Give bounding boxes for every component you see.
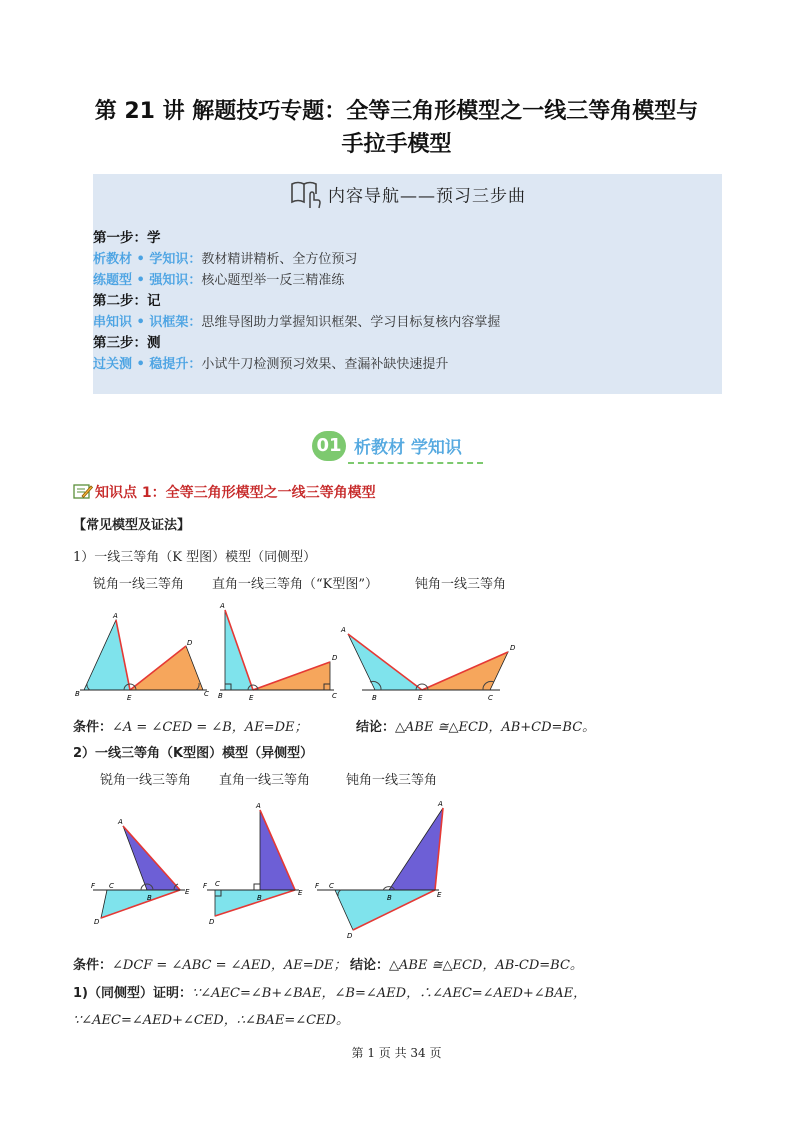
model2-caption-acute: 锐角一线三等角 [100,773,192,788]
svg-text:A: A [118,818,123,826]
svg-text:E: E [249,694,254,702]
svg-text:B: B [147,894,152,902]
svg-text:D: D [94,918,100,926]
svg-text:E: E [127,694,132,702]
fig1-acute-same-side [75,612,209,702]
section-underline [348,462,483,464]
model2-conclusion: 结论：△ABE ≅△ECD，AB-CD=BC。 [350,958,583,973]
svg-text:E: E [437,891,442,899]
fig2-right-same-side [218,602,338,702]
nav-item-4: 过关测 • 稳提升：小试牛刀检测预习效果、查漏补缺快速提升 [93,357,449,372]
model1-heading: 1）一线三等角（K 型图）模型（同侧型） [73,550,317,565]
model1-caption-obtuse: 钝角一线三等角 [415,577,507,592]
common-models-heading: 【常见模型及证法】 [73,518,191,533]
model1-conclusion: 结论：△ABE ≅△ECD，AB+CD=BC。 [356,720,596,735]
model2-caption-right: 直角一线三等角 [219,773,311,788]
svg-text:F: F [315,882,320,890]
proof-line1: 1)（同侧型）证明：∵∠AEC=∠B+∠BAE，∠B=∠AED，∴∠AEC=∠AED+∠BAE， [73,986,587,1001]
nav-step-3: 第三步：测 [93,335,161,351]
model2-heading: 2）一线三等角（K型图）模型（异侧型） [73,746,314,761]
book-hand-icon [289,178,323,210]
section-title: 析教材 学知识 [354,438,462,458]
svg-text:C: C [332,692,337,700]
svg-text:A: A [256,802,261,810]
svg-text:B: B [372,694,377,702]
model1-condition: 条件：∠A = ∠CED = ∠B，AE=DE； [73,720,308,735]
svg-text:A: A [341,626,346,634]
model1-caption-right: 直角一线三等角（“K型图”） [212,577,379,592]
nav-step-2: 第二步：记 [93,293,161,309]
svg-text:C: C [329,882,334,890]
svg-text:F: F [91,882,96,890]
svg-text:E: E [298,889,303,897]
content-nav-header [93,178,722,210]
svg-text:D: D [187,639,193,647]
fig5-right-opposite-side [203,802,303,926]
svg-text:C: C [204,690,209,698]
svg-text:A: A [113,612,118,620]
edit-note-icon [73,483,93,504]
svg-text:B: B [387,894,392,902]
model1-caption-acute: 锐角一线三等角 [93,577,185,592]
svg-text:B: B [75,690,80,698]
svg-text:A: A [220,602,225,610]
page-footer: 第 1 页 共 34 页 [351,1046,442,1060]
model2-caption-obtuse: 钝角一线三等角 [346,773,438,788]
svg-text:E: E [418,694,423,702]
fig4-acute-opposite-side [91,818,190,926]
svg-text:B: B [257,894,262,902]
svg-text:D: D [332,654,338,662]
knowledge-point-title: 知识点 1：全等三角形模型之一线三等角模型 [95,485,376,501]
fig6-obtuse-opposite-side [315,800,443,940]
svg-text:F: F [203,882,208,890]
svg-text:D: D [347,932,353,940]
nav-item-1: 析教材 • 学知识：教材精讲精析、全方位预习 [93,252,358,267]
svg-text:E: E [185,888,190,896]
svg-text:C: C [109,882,114,890]
svg-text:C: C [215,880,220,888]
svg-text:D: D [209,918,215,926]
model1-figures [70,598,530,703]
model2-figures [85,798,455,943]
svg-text:B: B [218,692,223,700]
model2-condition: 条件：∠DCF = ∠ABC = ∠AED，AE=DE； [73,958,347,973]
nav-item-3: 串知识 • 识框架：思维导图助力掌握知识框架、学习目标复核内容掌握 [93,315,501,330]
page-title-line2: 手拉手模型 [341,132,452,157]
content-nav-title: 内容导航——预习三步曲 [328,186,527,207]
nav-item-2: 练题型 • 强知识：核心题型举一反三精准练 [93,273,345,288]
svg-text:A: A [438,800,443,808]
nav-step-1: 第一步：学 [93,230,161,246]
section-number-badge: 01 [312,431,346,461]
svg-text:D: D [510,644,516,652]
fig3-obtuse-same-side [340,626,516,702]
page-title-line1: 第 21 讲 解题技巧专题：全等三角形模型之一线三等角模型与 [94,99,699,124]
proof-line2: ∵∠AEC=∠AED+∠CED，∴∠BAE=∠CED。 [73,1013,349,1028]
svg-text:C: C [488,694,493,702]
